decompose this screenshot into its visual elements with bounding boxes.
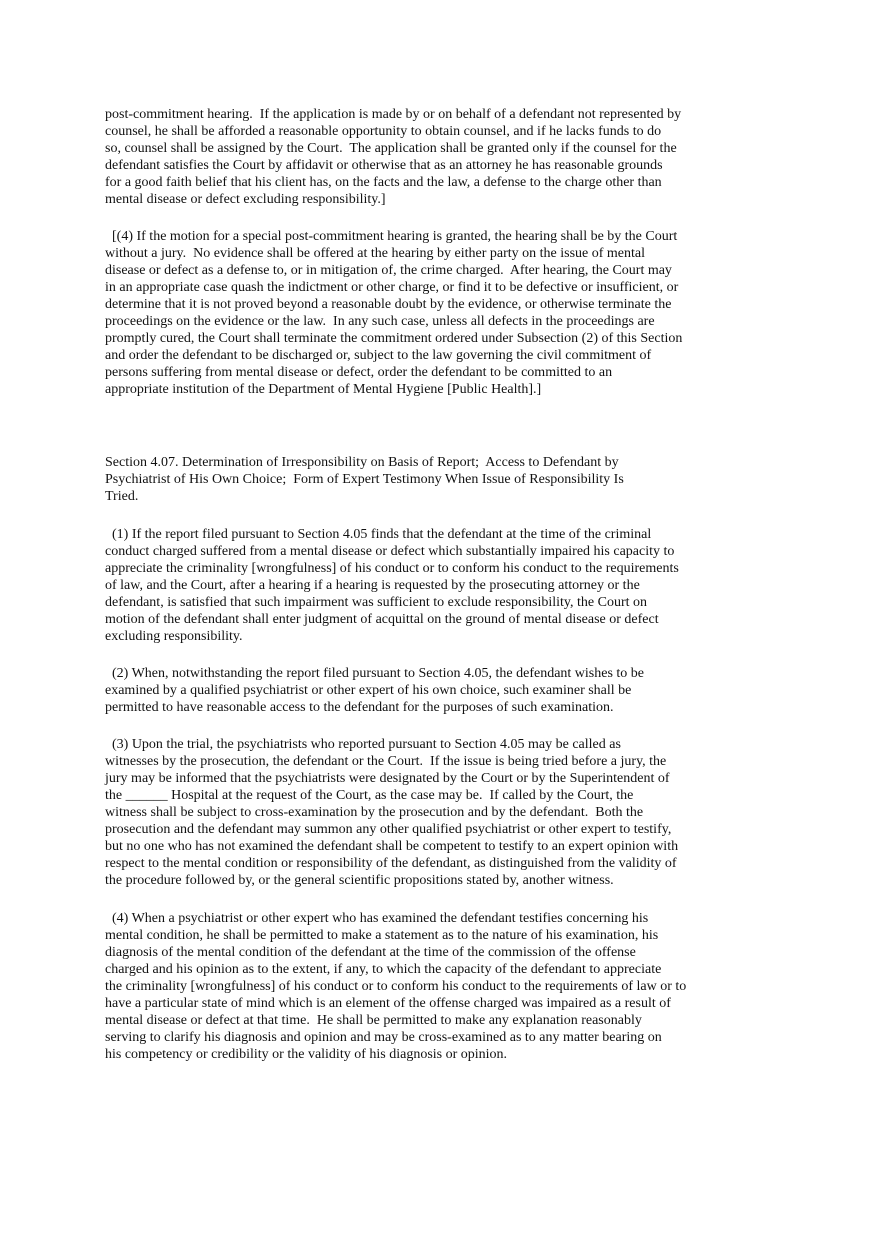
text-line: but no one who has not examined the defendant shall be competent to testify to an expert opinion with <box>105 839 679 854</box>
text-line: defendant satisfies the Court by affidavit or otherwise that as an attorney he has reasonable grounds <box>105 158 663 173</box>
text-line: witnesses by the prosecution, the defendant or the Court. If the issue is being tried before a jury, the <box>105 754 667 769</box>
text-line: of law, and the Court, after a hearing if a hearing is requested by the prosecuting attorney or the <box>105 578 640 593</box>
text-line: charged and his opinion as to the extent, if any, to which the capacity of the defendant to appreciate <box>105 962 662 977</box>
text-line: motion of the defendant shall enter judgment of acquittal on the ground of mental disease or defect <box>105 612 659 627</box>
paragraph-subsection-3 <box>105 736 725 889</box>
text-line: conduct charged suffered from a mental disease or defect which substantially impaired his capacity to <box>105 544 675 559</box>
text-line: (3) Upon the trial, the psychiatrists who reported pursuant to Section 4.05 may be called as <box>105 737 621 752</box>
heading-line: Section 4.07. Determination of Irresponsibility on Basis of Report; Access to Defendant by <box>105 455 619 470</box>
paragraph-post-commitment-hearing <box>105 106 725 208</box>
text-line: mental disease or defect at that time. He shall be permitted to make any explanation reasonably <box>105 1013 642 1028</box>
text-line: respect to the mental condition or responsibility of the defendant, as distinguished from the validity of <box>105 856 677 871</box>
text-line: determine that it is not proved beyond a reasonable doubt by the evidence, or otherwise terminate the <box>105 297 672 312</box>
text-line: diagnosis of the mental condition of the defendant at the time of the commission of the offense <box>105 945 636 960</box>
text-line: jury may be informed that the psychiatrists were designated by the Court or by the Superintendent of <box>105 771 670 786</box>
text-line: mental condition, he shall be permitted to make a statement as to the nature of his examination, his <box>105 928 659 943</box>
paragraph-subsection-4-testimony <box>105 910 725 1063</box>
text-line: examined by a qualified psychiatrist or other expert of his own choice, such examiner shall be <box>105 683 632 698</box>
text-line: witness shall be subject to cross-examination by the prosecution and by the defendant. Both the <box>105 805 644 820</box>
text-line: without a jury. No evidence shall be offered at the hearing by either party on the issue of mental <box>105 246 645 261</box>
text-line: appropriate institution of the Department of Mental Hygiene [Public Health].] <box>105 382 542 397</box>
text-line: proceedings on the evidence or the law. In any such case, unless all defects in the proceedings are <box>105 314 655 329</box>
heading-line: Psychiatrist of His Own Choice; Form of Expert Testimony When Issue of Responsibility Is <box>105 472 624 487</box>
text-line: [(4) If the motion for a special post-commitment hearing is granted, the hearing shall be by the Court <box>105 229 678 244</box>
text-line: so, counsel shall be assigned by the Court. The application shall be granted only if the counsel for the <box>105 141 677 156</box>
paragraph-subsection-2 <box>105 665 725 716</box>
text-line: post-commitment hearing. If the application is made by or on behalf of a defendant not represented by <box>105 107 682 122</box>
text-line: and order the defendant to be discharged or, subject to the law governing the civil commitment of <box>105 348 652 363</box>
heading-line: Tried. <box>105 489 139 504</box>
text-line: his competency or credibility or the validity of his diagnosis or opinion. <box>105 1047 508 1062</box>
text-line: in an appropriate case quash the indictment or other charge, or find it to be defective or insufficient, or <box>105 280 679 295</box>
text-line: the procedure followed by, or the general scientific propositions stated by, another witness. <box>105 873 614 888</box>
text-line: the criminality [wrongfulness] of his conduct or to conform his conduct to the requirements of law or to <box>105 979 687 994</box>
paragraph-subsection-1 <box>105 526 725 645</box>
text-line: for a good faith belief that his client has, on the facts and the law, a defense to the charge other than <box>105 175 662 190</box>
text-line: mental disease or defect excluding responsibility.] <box>105 192 386 207</box>
text-line: promptly cured, the Court shall terminate the commitment ordered under Subsection (2) of this Section <box>105 331 683 346</box>
text-line: counsel, he shall be afforded a reasonable opportunity to obtain counsel, and if he lacks funds to do <box>105 124 662 139</box>
text-line: serving to clarify his diagnosis and opinion and may be cross-examined as to any matter bearing on <box>105 1030 662 1045</box>
text-line: prosecution and the defendant may summon any other qualified psychiatrist or other expert to testify, <box>105 822 672 837</box>
text-line: have a particular state of mind which is an element of the offense charged was impaired as a result of <box>105 996 671 1011</box>
text-line: appreciate the criminality [wrongfulness] of his conduct or to conform his conduct to the requirements <box>105 561 679 576</box>
text-line: permitted to have reasonable access to the defendant for the purposes of such examination. <box>105 700 614 715</box>
text-line: disease or defect as a defense to, or in mitigation of, the crime charged. After hearing, the Court may <box>105 263 672 278</box>
paragraph-subsection-4-hearing <box>105 228 725 398</box>
section-heading <box>105 454 725 505</box>
text-line: the ______ Hospital at the request of the Court, as the case may be. If called by the Court, the <box>105 788 634 803</box>
text-line: (4) When a psychiatrist or other expert who has examined the defendant testifies concerning his <box>105 911 649 926</box>
text-line: (1) If the report filed pursuant to Section 4.05 finds that the defendant at the time of the criminal <box>105 527 652 542</box>
text-line: defendant, is satisfied that such impairment was sufficient to exclude responsibility, the Court on <box>105 595 647 610</box>
text-line: persons suffering from mental disease or defect, order the defendant to be committed to an <box>105 365 613 380</box>
text-line: (2) When, notwithstanding the report filed pursuant to Section 4.05, the defendant wishes to be <box>105 666 645 681</box>
text-line: excluding responsibility. <box>105 629 243 644</box>
